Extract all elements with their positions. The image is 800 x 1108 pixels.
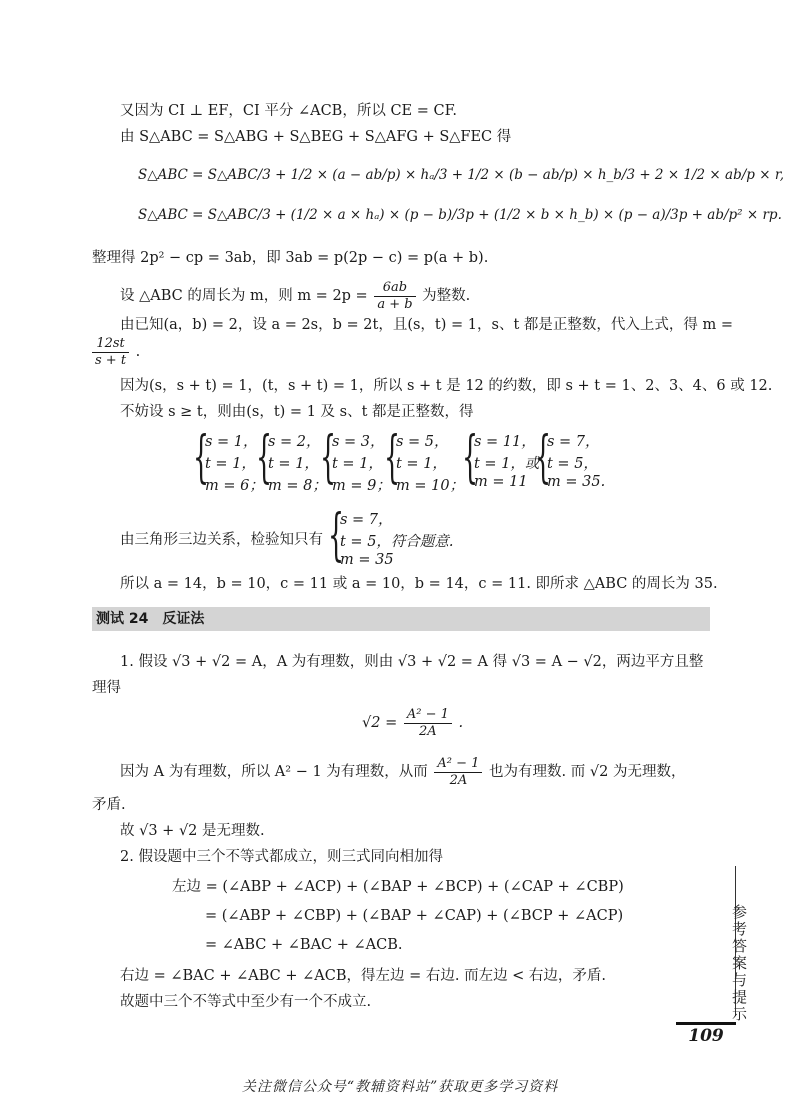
text-line xyxy=(120,278,470,314)
text-line: 由 S△ABC = S△ABG + S△BEG + S△AFG + S△FEC 得 xyxy=(120,129,512,145)
system-row: s = 7， xyxy=(547,434,600,450)
equation: S△ABC = S△ABC/3 + (1/2 × a × hₐ) × (p − b)/3p + (1/2 × b × h_b) × (p − a)/3p + ab/p² × rp. xyxy=(138,207,782,223)
fraction-numerator: 6ab xyxy=(374,280,415,297)
brace-icon: { xyxy=(193,425,210,490)
text-line: = (∠ABP + ∠CBP) + (∠BAP + ∠CAP) + (∠BCP + ∠ACP) xyxy=(205,908,624,924)
text-line xyxy=(120,753,685,791)
text-span: 设 △ABC 的周长为 m，则 m = 2p = xyxy=(120,288,368,304)
brace-icon: { xyxy=(328,503,345,568)
text-line: 整理得 2p² − cp = 3ab，即 3ab = p(2p − c) = p(a + b). xyxy=(92,250,489,266)
text-line: 2. 假设题中三个不等式都成立，则三式同向相加得 xyxy=(120,849,443,865)
text-span: . xyxy=(135,344,141,360)
fraction xyxy=(434,756,482,789)
brace-icon: { xyxy=(384,425,401,490)
brace-icon: { xyxy=(320,425,337,490)
text-span: 为整数. xyxy=(422,288,471,304)
system-row: s = 7， xyxy=(340,512,393,528)
text-line: 右边 = ∠BAC + ∠ABC + ∠ACB，得左边 = 右边. 而左边 < 右边，矛盾. xyxy=(120,968,607,984)
equation: S△ABC = S△ABC/3 + 1/2 × (a − ab/p) × hₐ/3 + 1/2 × (b − ab/p) × h_b/3 + 2 × 1/2 × ab/p × r, xyxy=(138,167,785,183)
system-row: t = 5，符合题意. xyxy=(340,534,454,550)
system-row: m = 8； xyxy=(268,478,327,494)
text-line: 因为(s，s + t) = 1，(t，s + t) = 1，所以 s + t 是 12 的约数，即 s + t = 1、2、3、4、6 或 12. xyxy=(120,378,773,394)
system-row: t = 1， xyxy=(268,456,319,472)
fraction xyxy=(404,707,452,740)
system-row: s = 1， xyxy=(205,434,258,450)
system-row: s = 5， xyxy=(396,434,449,450)
text-line: 所以 a = 14，b = 10，c = 11 或 a = 10，b = 14，c = 11. 即所求 △ABC 的周长为 35. xyxy=(120,576,718,592)
text-line: 不妨设 s ≥ t，则由(s，t) = 1 及 s、t 都是正整数，得 xyxy=(120,404,474,420)
system-row: s = 2， xyxy=(268,434,321,450)
page-number: 109 xyxy=(676,1022,736,1047)
fraction xyxy=(92,336,129,369)
text-line: 故 √3 + √2 是无理数. xyxy=(120,823,265,839)
system-row: m = 11 xyxy=(474,474,528,490)
system-row: m = 10； xyxy=(396,478,465,494)
text-line: 又因为 CI ⊥ EF，CI 平分 ∠ACB，所以 CE = CF. xyxy=(120,103,458,119)
text-line: = ∠ABC + ∠BAC + ∠ACB. xyxy=(205,937,403,953)
fraction-denominator: a + b xyxy=(377,296,413,312)
text-line: 1. 假设 √3 + √2 = A，A 为有理数，则由 √3 + √2 = A 得 √3 = A − √2，两边平方且整 xyxy=(120,654,704,670)
fraction-denominator: 2A xyxy=(449,772,468,788)
system-row: t = 1， xyxy=(332,456,383,472)
text-span: 也为有理数. 而 √2 为无理数， xyxy=(489,764,686,780)
text-line xyxy=(90,334,140,370)
text-line: 矛盾. xyxy=(92,797,126,813)
side-section-label: 参考答案与提示 xyxy=(730,904,748,1023)
footer-note: 关注微信公众号“教辅资料站”获取更多学习资料 xyxy=(241,1079,559,1095)
fraction-numerator: 12st xyxy=(92,336,129,353)
section-heading: 测试 24 反证法 xyxy=(92,607,710,631)
text-line: 理得 xyxy=(92,680,121,696)
equation-left: √2 = xyxy=(362,715,398,731)
system-row: s = 11， xyxy=(474,434,536,450)
text-line: 故题中三个不等式中至少有一个不成立. xyxy=(120,994,372,1010)
system-row: t = 1， xyxy=(396,456,447,472)
fraction-numerator: A² − 1 xyxy=(434,756,482,773)
brace-icon: { xyxy=(256,425,273,490)
system-row: m = 6； xyxy=(205,478,264,494)
system-row: t = 5， xyxy=(547,456,598,472)
fraction-denominator: s + t xyxy=(95,352,127,368)
system-row: t = 1，或 xyxy=(474,456,540,472)
fraction-numerator: A² − 1 xyxy=(404,707,452,724)
brace-icon: { xyxy=(535,425,552,490)
equation xyxy=(362,704,463,742)
system-row: t = 1， xyxy=(205,456,256,472)
system-row: m = 35 xyxy=(340,552,394,568)
system-row: m = 9； xyxy=(332,478,391,494)
fraction xyxy=(374,280,415,313)
brace-icon: { xyxy=(462,425,479,490)
text-span: . xyxy=(458,715,464,731)
text-span: 因为 A 为有理数，所以 A² − 1 为有理数，从而 xyxy=(120,764,428,780)
text-line: 由三角形三边关系，检验知只有 xyxy=(120,532,323,548)
system-row: s = 3， xyxy=(332,434,385,450)
fraction-denominator: 2A xyxy=(419,723,437,739)
text-line: 左边 = (∠ABP + ∠ACP) + (∠BAP + ∠BCP) + (∠CAP + ∠CBP) xyxy=(172,879,624,895)
text-line: 由已知(a，b) = 2，设 a = 2s，b = 2t，且(s，t) = 1，s、t 都是正整数，代入上式，得 m = xyxy=(120,317,733,333)
system-row: m = 35. xyxy=(547,474,606,490)
